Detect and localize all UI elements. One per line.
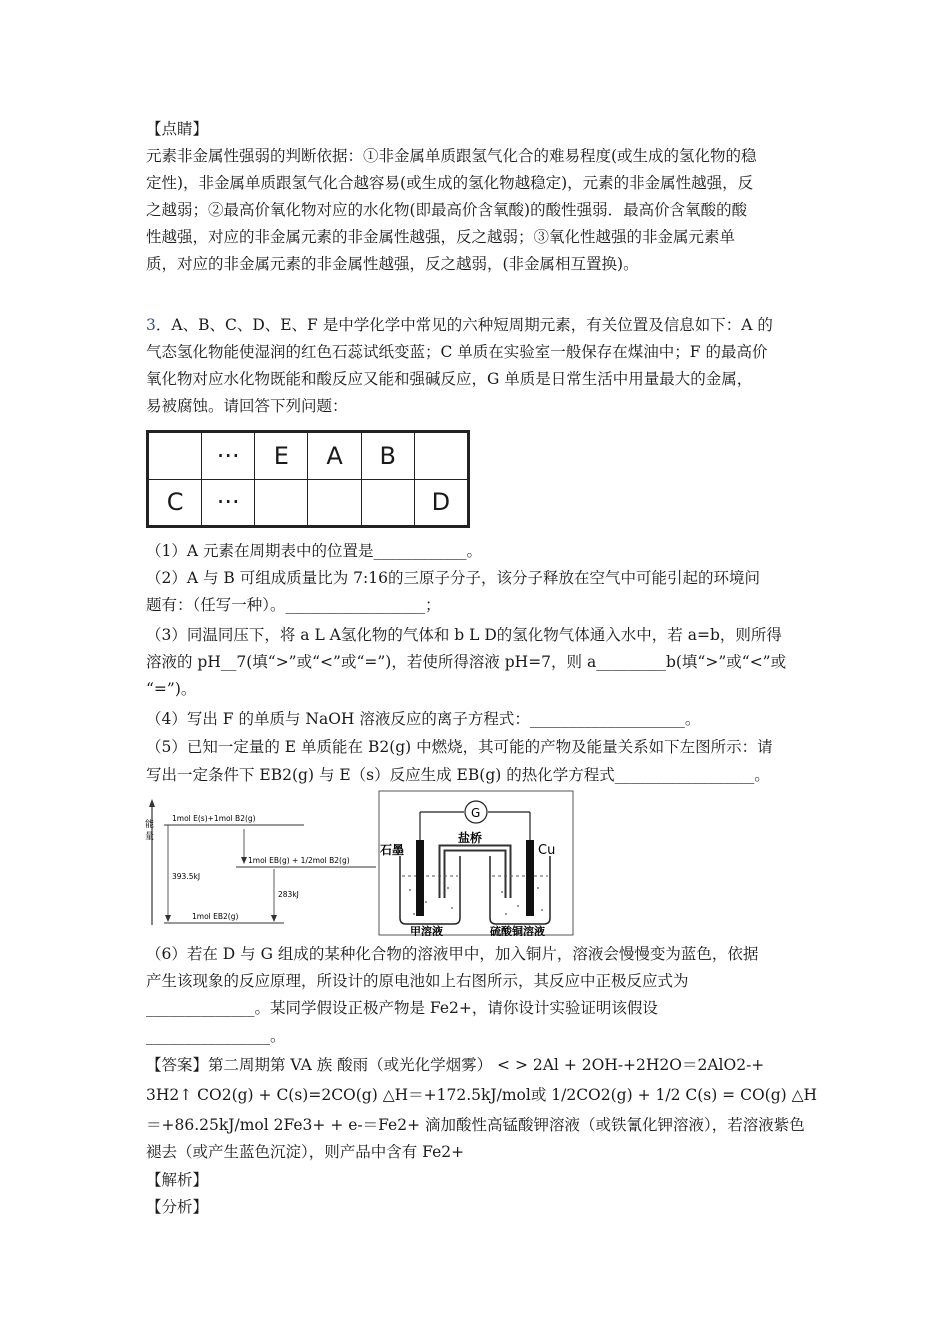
grid-cell: E <box>255 433 308 480</box>
dianjing-line: 质，对应的非金属元素的非金属性越强，反之越弱，(非金属相互置换)。 <box>146 255 639 273</box>
galvanic-cell-diagram <box>378 790 574 936</box>
answer-line: ＝+86.25kJ/mol 2Fe3+ + e-＝Fe2+ 滴加酸性高锰酸钾溶液（或铁氰化钾溶液），若溶液紫色 <box>146 1116 805 1134</box>
grid-cell <box>308 479 361 526</box>
dianjing-line: 元素非金属性强弱的判断依据：①非金属单质跟氢气化合的难易程度(或生成的氢化物的稳 <box>146 147 757 165</box>
dianjing-line: 性越强，对应的非金属元素的非金属性越强，反之越弱；③氧化性越强的非金属元素单 <box>146 228 736 246</box>
question-line: 3．A、B、C、D、E、F 是中学化学中常见的六种短周期元素，有关位置及信息如下：A 的 <box>146 316 773 334</box>
part-6-cont: ______________。某同学假设正极产物是 Fe2+，请你设计实验证明该假设 <box>146 999 658 1017</box>
energy-level-1: 1mol E(s)+1mol B2(g) <box>172 814 256 823</box>
left-solution-label: 甲溶液 <box>410 925 443 936</box>
answer-line: 3H2↑ CO2(g) + C(s)=2CO(g) △H＝+172.5kJ/mol或 1/2CO2(g) + 1/2 C(s) = CO(g) △H <box>146 1086 818 1104</box>
gap-393: 393.5kJ <box>172 872 201 881</box>
grid-cell <box>149 433 202 480</box>
energy-level-3: 1mol EB2(g) <box>192 912 239 921</box>
gap-283: 283kJ <box>278 890 299 899</box>
part-2-cont: 题有：（任写一种）。__________________； <box>146 596 441 614</box>
grid-cell: A <box>308 433 361 480</box>
question-line: 易被腐蚀。请回答下列问题： <box>146 397 348 415</box>
part-2: （2）A 与 B 可组成质量比为 7:16的三原子分子，该分子释放在空气中可能引起的环境问 <box>146 569 760 587</box>
question-line: 氧化物对应水化物既能和酸反应又能和强碱反应，G 单质是日常生活中用量最大的金属， <box>146 370 753 388</box>
part-3-cont: 溶液的 pH__7(填“>”或“<”或“=”)，若使所得溶液 pH=7，则 a_________b(填“>”或“<”或 <box>146 653 787 671</box>
part-6-cont: 产生该现象的反应原理，所设计的原电池如上右图所示，其反应中正极反应式为 <box>146 972 689 990</box>
part-1: （1）A 元素在周期表中的位置是____________。 <box>146 542 482 560</box>
answer-line: 【答案】第二周期第 VA 族 酸雨（或光化学烟雾） < > 2Al + 2OH-+2H2O＝2AlO2-+ <box>146 1056 765 1074</box>
part-6: （6）若在 D 与 G 组成的某种化合物的溶液甲中，加入铜片，溶液会慢慢变为蓝色，依据 <box>146 945 759 963</box>
energy-level-2: 1mol EB(g) + 1/2mol B2(g) <box>248 856 350 865</box>
grid-cell: ··· <box>202 479 255 526</box>
question-number: 3 <box>146 316 156 334</box>
copper-label: Cu <box>538 843 556 858</box>
part-4: （4）写出 F 的单质与 NaOH 溶液反应的离子方程式：____________________。 <box>146 710 701 728</box>
part-6-cont: ________________。 <box>146 1027 286 1045</box>
axis-label: 能量 <box>145 820 155 842</box>
graphite-label: 石墨 <box>380 843 405 857</box>
part-5: （5）已知一定量的 E 单质能在 B2(g) 中燃烧，其可能的产物及能量关系如下左图所示：请 <box>146 738 773 756</box>
energy-diagram <box>144 795 376 935</box>
periodic-table-grid <box>146 430 470 528</box>
grid-cell <box>255 479 308 526</box>
part-3: （3）同温同压下，将 a L A氢化物的气体和 b L D的氢化物气体通入水中，若 a=b，则所得 <box>146 626 782 644</box>
part-3-cont: “=”)。 <box>146 680 197 698</box>
galvanometer-label: G <box>471 806 481 820</box>
jiexi-heading: 【解析】 <box>146 1171 209 1189</box>
dianjing-line: 定性)，非金属单质跟氢气化合越容易(或生成的氢化物越稳定)，元素的非金属性越强，反 <box>146 174 754 192</box>
dianjing-line: 之越弱；②最高价氧化物对应的水化物(即最高价含氧酸)的酸性强弱．最高价含氧酸的酸 <box>146 201 748 219</box>
question-line: 气态氢化物能使湿润的红色石蕊试纸变蓝；C 单质在实验室一般保存在煤油中；F 的最高价 <box>146 343 768 361</box>
grid-cell <box>361 479 414 526</box>
right-solution-label: 硫酸铜溶液 <box>490 925 545 936</box>
fenxi-heading: 【分析】 <box>146 1198 209 1216</box>
grid-cell: ··· <box>202 433 255 480</box>
part-5-cont: 写出一定条件下 EB2(g) 与 E（s）反应生成 EB(g) 的热化学方程式__________________。 <box>146 766 770 784</box>
dianjing-heading: 【点睛】 <box>146 120 209 138</box>
answer-line: 褪去（或产生蓝色沉淀），则产品中含有 Fe2+ <box>146 1143 465 1161</box>
grid-cell: D <box>414 479 467 526</box>
grid-cell <box>414 433 467 480</box>
grid-cell: B <box>361 433 414 480</box>
grid-cell: C <box>149 479 202 526</box>
salt-bridge-label: 盐桥 <box>458 831 483 845</box>
